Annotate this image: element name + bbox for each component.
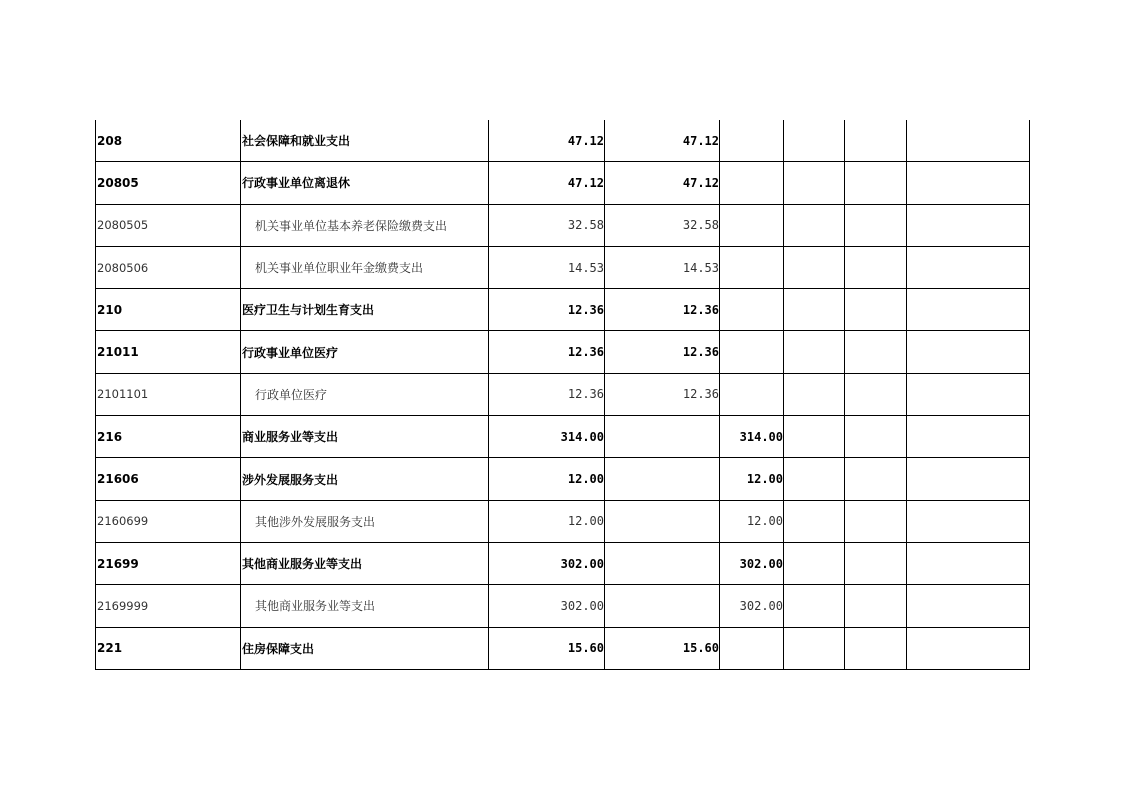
cell-item-name: 机关事业单位职业年金缴费支出	[241, 246, 489, 288]
cell-column-6	[784, 458, 845, 500]
cell-column-8	[907, 246, 1030, 288]
cell-item-name: 行政单位医疗	[241, 373, 489, 415]
cell-column-6	[784, 373, 845, 415]
cell-column-7	[845, 120, 907, 162]
cell-project-expenditure	[720, 331, 784, 373]
cell-column-6	[784, 162, 845, 204]
cell-column-8	[907, 162, 1030, 204]
cell-total: 12.36	[489, 373, 605, 415]
table-row	[96, 585, 1030, 627]
cell-project-expenditure: 12.00	[720, 500, 784, 542]
cell-code: 2080505	[96, 204, 241, 246]
table-row	[96, 246, 1030, 288]
cell-code: 2101101	[96, 373, 241, 415]
cell-column-7	[845, 289, 907, 331]
cell-basic-expenditure: 12.36	[605, 331, 720, 373]
cell-item-name: 机关事业单位基本养老保险缴费支出	[241, 204, 489, 246]
cell-column-7	[845, 204, 907, 246]
cell-item-name: 其他商业服务业等支出	[241, 542, 489, 584]
cell-column-8	[907, 458, 1030, 500]
cell-code: 21011	[96, 331, 241, 373]
cell-basic-expenditure: 32.58	[605, 204, 720, 246]
table-row	[96, 289, 1030, 331]
table-row	[96, 373, 1030, 415]
cell-column-8	[907, 542, 1030, 584]
cell-project-expenditure	[720, 204, 784, 246]
cell-column-6	[784, 585, 845, 627]
cell-column-6	[784, 416, 845, 458]
cell-column-8	[907, 120, 1030, 162]
cell-code: 2160699	[96, 500, 241, 542]
cell-column-7	[845, 331, 907, 373]
cell-total: 32.58	[489, 204, 605, 246]
cell-total: 302.00	[489, 542, 605, 584]
cell-basic-expenditure: 47.12	[605, 120, 720, 162]
cell-column-7	[845, 246, 907, 288]
cell-project-expenditure	[720, 289, 784, 331]
cell-basic-expenditure: 12.36	[605, 289, 720, 331]
cell-column-7	[845, 585, 907, 627]
cell-column-7	[845, 500, 907, 542]
cell-code: 21699	[96, 542, 241, 584]
cell-column-7	[845, 162, 907, 204]
cell-project-expenditure: 314.00	[720, 416, 784, 458]
cell-code: 2080506	[96, 246, 241, 288]
cell-column-6	[784, 204, 845, 246]
cell-column-7	[845, 542, 907, 584]
cell-code: 221	[96, 627, 241, 669]
table-row	[96, 627, 1030, 669]
cell-column-8	[907, 500, 1030, 542]
cell-column-6	[784, 627, 845, 669]
cell-item-name: 行政事业单位医疗	[241, 331, 489, 373]
table-row	[96, 331, 1030, 373]
cell-project-expenditure: 12.00	[720, 458, 784, 500]
cell-column-8	[907, 289, 1030, 331]
cell-column-6	[784, 289, 845, 331]
cell-basic-expenditure: 14.53	[605, 246, 720, 288]
cell-item-name: 行政事业单位离退休	[241, 162, 489, 204]
cell-column-7	[845, 458, 907, 500]
cell-item-name: 社会保障和就业支出	[241, 120, 489, 162]
table-row	[96, 162, 1030, 204]
cell-total: 47.12	[489, 162, 605, 204]
cell-item-name: 商业服务业等支出	[241, 416, 489, 458]
cell-column-8	[907, 204, 1030, 246]
cell-column-7	[845, 373, 907, 415]
cell-total: 12.36	[489, 289, 605, 331]
table-row	[96, 500, 1030, 542]
cell-basic-expenditure	[605, 585, 720, 627]
cell-basic-expenditure	[605, 416, 720, 458]
table-row	[96, 458, 1030, 500]
budget-table-sheet	[95, 120, 1029, 670]
cell-project-expenditure	[720, 627, 784, 669]
cell-code: 216	[96, 416, 241, 458]
cell-code: 20805	[96, 162, 241, 204]
table-row	[96, 416, 1030, 458]
cell-item-name: 住房保障支出	[241, 627, 489, 669]
cell-column-6	[784, 500, 845, 542]
cell-basic-expenditure: 15.60	[605, 627, 720, 669]
cell-project-expenditure	[720, 373, 784, 415]
cell-item-name: 其他商业服务业等支出	[241, 585, 489, 627]
cell-basic-expenditure: 12.36	[605, 373, 720, 415]
cell-code: 210	[96, 289, 241, 331]
budget-table	[95, 120, 1030, 670]
cell-item-name: 涉外发展服务支出	[241, 458, 489, 500]
cell-item-name: 其他涉外发展服务支出	[241, 500, 489, 542]
cell-total: 14.53	[489, 246, 605, 288]
cell-code: 2169999	[96, 585, 241, 627]
cell-total: 302.00	[489, 585, 605, 627]
cell-column-8	[907, 373, 1030, 415]
cell-project-expenditure: 302.00	[720, 542, 784, 584]
table-row	[96, 542, 1030, 584]
cell-basic-expenditure: 47.12	[605, 162, 720, 204]
cell-column-8	[907, 627, 1030, 669]
cell-column-6	[784, 542, 845, 584]
cell-total: 12.36	[489, 331, 605, 373]
cell-project-expenditure	[720, 120, 784, 162]
cell-column-8	[907, 416, 1030, 458]
cell-item-name: 医疗卫生与计划生育支出	[241, 289, 489, 331]
cell-project-expenditure: 302.00	[720, 585, 784, 627]
cell-basic-expenditure	[605, 458, 720, 500]
cell-total: 12.00	[489, 458, 605, 500]
cell-total: 314.00	[489, 416, 605, 458]
cell-total: 15.60	[489, 627, 605, 669]
cell-total: 12.00	[489, 500, 605, 542]
cell-code: 21606	[96, 458, 241, 500]
cell-project-expenditure	[720, 162, 784, 204]
cell-column-6	[784, 120, 845, 162]
table-row	[96, 204, 1030, 246]
cell-column-8	[907, 331, 1030, 373]
table-row	[96, 120, 1030, 162]
cell-code: 208	[96, 120, 241, 162]
cell-project-expenditure	[720, 246, 784, 288]
cell-column-7	[845, 627, 907, 669]
cell-basic-expenditure	[605, 542, 720, 584]
cell-total: 47.12	[489, 120, 605, 162]
cell-column-8	[907, 585, 1030, 627]
table-body	[96, 120, 1030, 669]
cell-basic-expenditure	[605, 500, 720, 542]
cell-column-6	[784, 331, 845, 373]
cell-column-6	[784, 246, 845, 288]
cell-column-7	[845, 416, 907, 458]
